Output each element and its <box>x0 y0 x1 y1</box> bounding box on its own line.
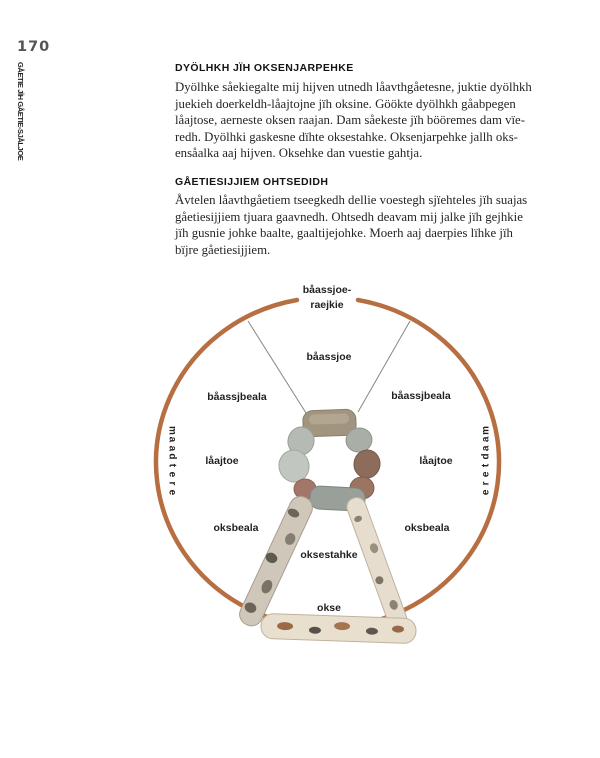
margin-chapter-title: GÅETIE JÏH GÅETIE-SJÅLJOE <box>16 62 25 161</box>
page-number: 170 <box>17 39 51 55</box>
body-line: bïjre gåetiesijjiem. <box>175 242 271 257</box>
vertical-letter: a <box>480 436 492 442</box>
label-oksbeala-right: oksbeala <box>404 522 450 534</box>
label-oksestahke: oksestahke <box>300 549 358 561</box>
vertical-letter: e <box>480 489 492 495</box>
vertical-letter: r <box>480 481 492 486</box>
body-line: juekieh doerkeldh-låajtojne jïh oksine. Göökte dyölhkh gåabpegen <box>175 96 516 111</box>
vertical-letter: a <box>166 436 178 442</box>
vertical-letter: e <box>480 471 492 478</box>
label-baassjoe-raejkie <box>303 283 351 313</box>
label-oksbeala-left: oksbeala <box>213 522 259 534</box>
body-line: låajtose, aerneste oksen raajan. Dam såekeste jïh bööremes dam vïe- <box>175 113 525 127</box>
vertical-letter: m <box>480 425 492 435</box>
label-baassjoe-raejkie-line2: raejkie <box>310 299 344 311</box>
vertical-letter: d <box>166 453 178 460</box>
label-baassjbeala-right: båassjbeala <box>391 390 451 402</box>
birch-door-frame-photo <box>236 493 416 644</box>
body-line: Dyölhke såekiegalte mij hijven utnedh låavthgåetesne, juktie dyölhkh <box>175 80 532 94</box>
vertical-letter: a <box>480 445 492 451</box>
vertical-letter: e <box>166 471 178 478</box>
body-line: ensåalka aaj hijven. Oksehke dan vuestie gahtja. <box>175 146 423 160</box>
vertical-letter: m <box>166 425 178 435</box>
vertical-letter: a <box>166 445 178 451</box>
vertical-letter: e <box>166 489 178 495</box>
section-heading-gaetiesijjiem: GÅETIESIJJIEM OHTSEDIDH <box>175 176 329 188</box>
body-line: Åvtelen låavthgåetiem tseegkedh dellie voestegh sjïehteles jïh suajas <box>175 193 528 207</box>
body-line: gåetiesijjiem tjuara gaavnedh. Ohtsedh deavam mij jalke jïh gejhkie <box>175 209 523 224</box>
label-laajtoe-left: låajtoe <box>205 455 239 467</box>
vertical-letter: t <box>480 463 492 468</box>
hearth-stones-photo <box>276 409 382 511</box>
label-maadtere-right <box>479 426 493 496</box>
vertical-letter: t <box>166 463 178 468</box>
label-baassjbeala-left: båassjbeala <box>207 391 267 403</box>
label-baassjoe: båassjoe <box>306 351 352 363</box>
label-laajtoe-right: låajtoe <box>419 455 453 467</box>
vertical-letter: d <box>480 453 492 460</box>
body-line: redh. Dyölhki gaskesne dïhte oksestahke. Oksenjarpehke jallh oks- <box>175 129 518 144</box>
label-baassjoe-raejkie-line1: båassjoe- <box>302 284 352 296</box>
section-heading-dyolhkh: DYÖLHKH JÏH OKSENJARPEHKE <box>175 62 354 74</box>
body-line: jïh gusnie johke baalte, gaaltijejohke. Moerh aaj daerpies lïhke jïh <box>175 226 513 240</box>
label-maadtere-left <box>165 426 179 496</box>
vertical-letter: r <box>166 481 178 486</box>
label-okse: okse <box>317 602 341 614</box>
